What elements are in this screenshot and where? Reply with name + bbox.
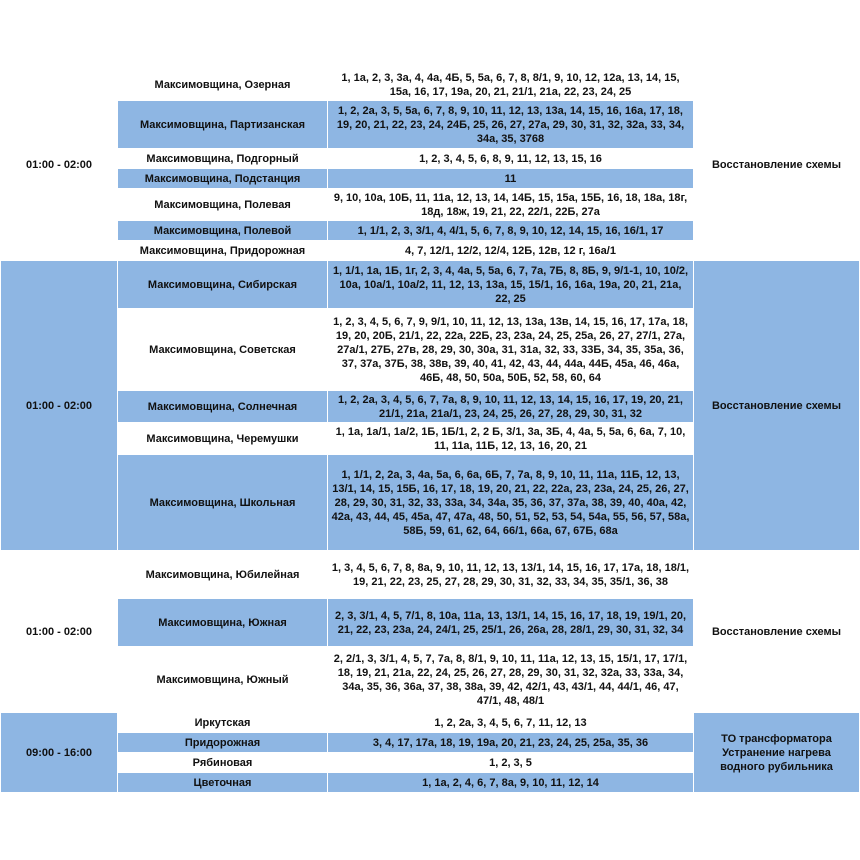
time-window: 01:00 - 02:00	[1, 261, 118, 551]
street-name: Максимовщина, Озерная	[118, 69, 328, 101]
street-name: Цветочная	[118, 773, 328, 793]
street-name: Максимовщина, Подгорный	[118, 149, 328, 169]
table-row	[1, 551, 860, 599]
work-line: ТО трансформатора	[721, 732, 832, 745]
house-numbers: 3, 4, 17, 17а, 18, 19, 19а, 20, 21, 23, 24, 25, 25а, 35, 36	[328, 733, 694, 753]
street-name: Максимовщина, Южная	[118, 599, 328, 647]
time-window: 01:00 - 02:00	[1, 551, 118, 713]
street-name: Максимовщина, Южный	[118, 647, 328, 713]
house-numbers: 1, 1/1, 2, 2а, 3, 4а, 5а, 6, 6а, 6Б, 7, 7а, 8, 9, 10, 11, 11а, 11Б, 12, 13, 13/1, 14, 15, 15Б, 16, 17, 18, 19, 20, 21, 22, 22а, 23, 23а, 24, 25, 26, 27, 28, 29, 30, 31, 32, 33, 33а, 34, 34а, 35, 36, 37, 37а, 38, 39, 40, 40а, 42, 42а, 43, 44, 45, 45а, 47, 47а, 48, 50, 51, 52, 53, 54, 54а, 55, 56, 57, 58а, 58Б, 59, 61, 62, 64, 66/1, 66а, 67, 67Б, 68а	[328, 455, 694, 551]
street-name: Максимовщина, Придорожная	[118, 241, 328, 261]
street-name: Максимовщина, Черемушки	[118, 423, 328, 455]
work-description	[694, 713, 860, 793]
work-line: водного рубильника	[720, 760, 833, 773]
house-numbers: 1, 1а, 1а/1, 1а/2, 1Б, 1Б/1, 2, 2 Б, 3/1, 3а, 3Б, 4, 4а, 5, 5а, 6, 6а, 7, 10, 11, 11а, 11Б, 12, 13, 16, 20, 21	[328, 423, 694, 455]
street-name: Максимовщина, Школьная	[118, 455, 328, 551]
schedule-group	[1, 713, 860, 793]
work-line: Устранение нагрева	[722, 746, 831, 759]
work-line: Восстановление схемы	[711, 158, 842, 171]
work-line: Восстановление схемы	[711, 399, 842, 412]
house-numbers: 2, 2/1, 3, 3/1, 4, 5, 7, 7а, 8, 8/1, 9, 10, 11, 11а, 12, 13, 15, 15/1, 17, 17/1, 18, 19, 21, 21а, 22, 24, 25, 26, 27, 28, 29, 30, 31, 32, 32а, 33, 33а, 34, 34а, 35, 36, 36а, 37, 38, 38а, 39, 42, 42/1, 43, 43/1, 44, 44/1, 46, 47, 47/1, 48, 48/1	[328, 647, 694, 713]
schedule-group	[1, 551, 860, 713]
house-numbers: 1, 2, 3, 4, 5, 6, 8, 9, 11, 12, 13, 15, 16	[328, 149, 694, 169]
schedule-group	[1, 261, 860, 551]
street-name: Максимовщина, Полевая	[118, 189, 328, 221]
house-numbers: 11	[328, 169, 694, 189]
work-description	[694, 551, 860, 713]
house-numbers: 1, 1а, 2, 4, 6, 7, 8а, 9, 10, 11, 12, 14	[328, 773, 694, 793]
table-row	[1, 69, 860, 101]
street-name: Придорожная	[118, 733, 328, 753]
street-name: Максимовщина, Подстанция	[118, 169, 328, 189]
street-name: Максимовщина, Партизанская	[118, 101, 328, 149]
time-window: 01:00 - 02:00	[1, 69, 118, 261]
house-numbers: 1, 2, 3, 4, 5, 6, 7, 9, 9/1, 10, 11, 12, 13, 13а, 13в, 14, 15, 16, 17, 17а, 18, 19, 20, 20Б, 21/1, 22, 22а, 22Б, 23, 23а, 24, 25, 25а, 26, 27, 27/1, 27а, 27а/1, 27Б, 27в, 28, 29, 30, 30а, 31, 31а, 32, 33, 33Б, 34, 35, 35а, 36, 37, 37а, 37Б, 38, 38в, 39, 40, 41, 42, 43, 44, 44а, 44Б, 45а, 46, 46а, 46Б, 48, 50, 50а, 50Б, 52, 58, 60, 64	[328, 309, 694, 391]
house-numbers: 9, 10, 10а, 10Б, 11, 11а, 12, 13, 14, 14Б, 15, 15а, 15Б, 16, 18, 18а, 18г, 18д, 18ж, 19, 21, 22, 22/1, 22Б, 27а	[328, 189, 694, 221]
schedule-group	[1, 69, 860, 261]
house-numbers: 1, 1а, 2, 3, 3а, 4, 4а, 4Б, 5, 5а, 6, 7, 8, 8/1, 9, 10, 12, 12а, 13, 14, 15, 15а, 16, 17, 19а, 20, 21, 21/1, 21а, 22, 23, 24, 25	[328, 69, 694, 101]
street-name: Рябиновая	[118, 753, 328, 773]
house-numbers: 1, 2, 3, 5	[328, 753, 694, 773]
house-numbers: 1, 2, 2а, 3, 4, 5, 6, 7, 11, 12, 13	[328, 713, 694, 733]
house-numbers: 1, 2, 2а, 3, 4, 5, 6, 7, 7а, 8, 9, 10, 11, 12, 13, 14, 15, 16, 17, 19, 20, 21, 21/1, 21а, 21а/1, 23, 24, 25, 26, 27, 28, 29, 30, 31, 32	[328, 391, 694, 423]
street-name: Максимовщина, Сибирская	[118, 261, 328, 309]
street-name: Максимовщина, Советская	[118, 309, 328, 391]
house-numbers: 4, 7, 12/1, 12/2, 12/4, 12Б, 12в, 12 г, 16а/1	[328, 241, 694, 261]
house-numbers: 1, 1/1, 2, 3, 3/1, 4, 4/1, 5, 6, 7, 8, 9, 10, 12, 14, 15, 16, 16/1, 17	[328, 221, 694, 241]
street-name: Иркутская	[118, 713, 328, 733]
work-description	[694, 69, 860, 261]
house-numbers: 1, 3, 4, 5, 6, 7, 8, 8а, 9, 10, 11, 12, 13, 13/1, 14, 15, 16, 17, 17а, 18, 18/1, 19, 21, 22, 23, 25, 27, 28, 29, 30, 31, 32, 33, 34, 35, 35/1, 36, 38	[328, 551, 694, 599]
house-numbers: 1, 2, 2а, 3, 5, 5а, 6, 7, 8, 9, 10, 11, 12, 13, 13а, 14, 15, 16, 16а, 17, 18, 19, 20, 21, 22, 23, 24, 24Б, 25, 26, 27, 27а, 29, 30, 31, 32, 32а, 33, 34, 34а, 35, 3768	[328, 101, 694, 149]
time-window: 09:00 - 16:00	[1, 713, 118, 793]
street-name: Максимовщина, Солнечная	[118, 391, 328, 423]
street-name: Максимовщина, Полевой	[118, 221, 328, 241]
house-numbers: 1, 1/1, 1а, 1Б, 1г, 2, 3, 4, 4а, 5, 5а, 6, 7, 7а, 7Б, 8, 8Б, 9, 9/1-1, 10, 10/2, 10а, 10а/1, 10а/2, 11, 12, 13, 13а, 15, 15/1, 16, 16а, 19а, 20, 21, 21а, 22, 25	[328, 261, 694, 309]
street-name: Максимовщина, Юбилейная	[118, 551, 328, 599]
work-line: Восстановление схемы	[711, 625, 842, 638]
work-description	[694, 261, 860, 551]
table-row	[1, 261, 860, 309]
outage-schedule-table	[0, 68, 860, 793]
house-numbers: 2, 3, 3/1, 4, 5, 7/1, 8, 10а, 11а, 13, 13/1, 14, 15, 16, 17, 18, 19, 19/1, 20, 21, 22, 23, 23а, 24, 24/1, 25, 25/1, 26, 26а, 28, 28/1, 29, 30, 31, 32, 34	[328, 599, 694, 647]
table-row	[1, 713, 860, 733]
